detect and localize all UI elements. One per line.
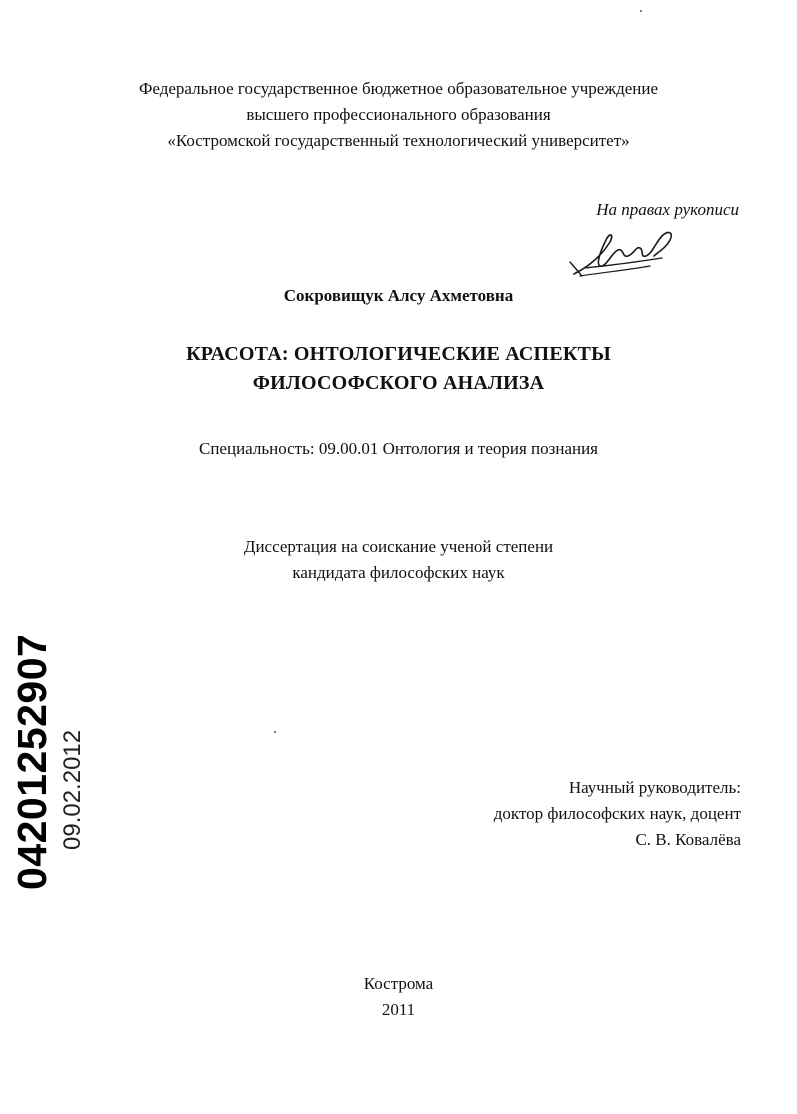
stamp-number: 04201252907 [9,633,55,890]
dissertation-degree-block [0,534,797,586]
institution-line-3: «Костромской государственный технологический университет» [167,131,630,150]
supervisor-label: Научный руководитель: [568,778,741,797]
year: 2011 [381,1000,416,1019]
stamp-date: 09.02.2012 [59,729,86,850]
degree-line-1: Диссертация на соискание ученой степени [243,537,554,556]
library-stamp-number [10,634,54,890]
institution-line-1: Федеральное государственное бюджетное образовательное учреждение [138,79,659,98]
city-year-block [0,971,797,1023]
scan-speck [274,731,276,733]
title-line-2: ФИЛОСОФСКОГО АНАЛИЗА [252,372,545,394]
supervisor-block [494,775,741,853]
specialty-line: Специальность: 09.00.01 Онтология и теория познания [198,439,599,458]
manuscript-note: На правах рукописи [596,200,739,219]
supervisor-name: С. В. Ковалёва [635,830,741,849]
institution-line-2: высшего профессионального образования [246,105,551,124]
signature-mark [566,222,696,278]
title-line-1: КРАСОТА: ОНТОЛОГИЧЕСКИЕ АСПЕКТЫ [186,343,611,365]
supervisor-degree: доктор философских наук, доцент [493,804,741,823]
institution-block [0,76,797,154]
city: Кострома [363,974,434,993]
author-name: Сокровищук Алсу Ахметовна [283,286,514,305]
degree-line-2: кандидата философских наук [292,563,505,582]
dissertation-title [0,340,797,398]
scan-speck [640,10,642,12]
